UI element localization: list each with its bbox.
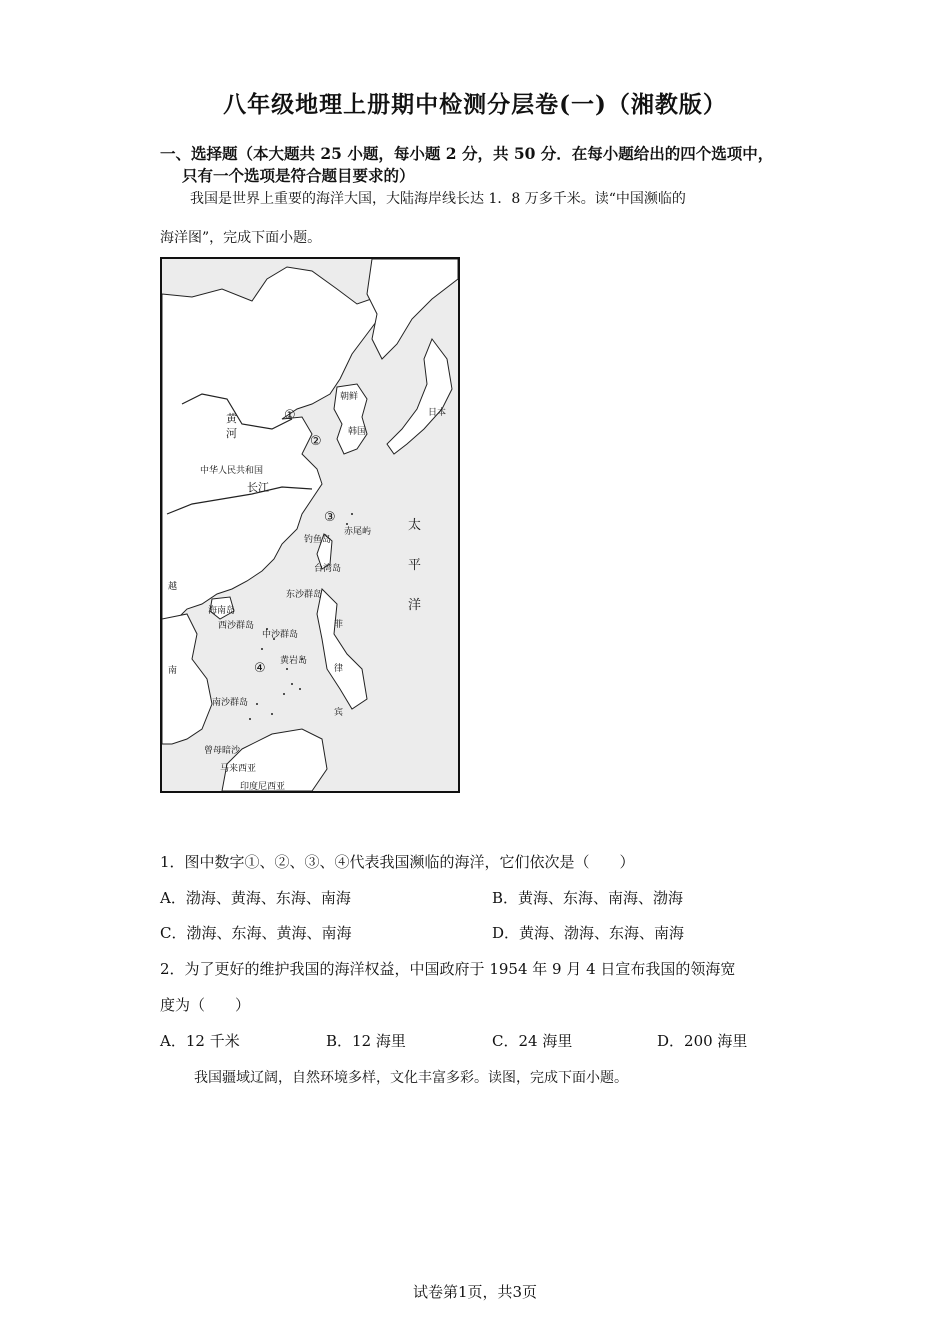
map-label-yang: 洋: [408, 598, 422, 613]
map-label-nan: 南: [168, 666, 178, 676]
map-label-zhongsha: 中沙群岛: [262, 630, 299, 640]
map-label-ping: 平: [408, 558, 422, 573]
map-label-xisha: 西沙群岛: [218, 621, 255, 631]
map-label-riben: 日本: [428, 408, 447, 418]
map-marker-2: ②: [310, 434, 322, 449]
section-heading-line1: 一、选择题（本大题共 25 小题，每小题 2 分，共 50 分．在每小题给出的四个选项中，: [160, 144, 774, 163]
russia-shape: [367, 259, 458, 359]
question-2-stem-line2: 度为（ ）: [160, 996, 251, 1014]
map-label-chiwei: 赤尾屿: [344, 527, 372, 537]
map-label-yue: 越: [168, 582, 178, 592]
map-label-prc: 中华人民共和国: [200, 466, 264, 476]
question-2-option-b: B．12 海里: [326, 1032, 406, 1050]
map-label-nansha: 南沙群岛: [212, 698, 249, 708]
map-marker-3: ③: [324, 510, 336, 525]
map-marker-1: ①: [284, 408, 296, 423]
section-heading: [160, 143, 810, 187]
map-label-he: 河: [226, 427, 237, 440]
question-1-option-d: D．黄海、渤海、东海、南海: [492, 924, 685, 942]
china-seas-map: [160, 257, 460, 793]
map-label-taiwan: 台湾岛: [314, 564, 342, 574]
map-label-yinni: 印度尼西亚: [240, 782, 286, 791]
map-label-huangyan: 黄岩岛: [280, 656, 308, 666]
map-label-fei: 菲: [334, 620, 344, 630]
map-label-zengmu: 曾母暗沙: [204, 746, 241, 756]
map-label-dongsha: 东沙群岛: [286, 590, 323, 600]
intro-paragraph-2: 我国疆域辽阔，自然环境多样，文化丰富多彩。读图，完成下面小题。: [194, 1070, 628, 1086]
map-label-lv: 律: [334, 664, 344, 674]
intro-paragraph-line2: 海洋图”，完成下面小题。: [160, 230, 322, 246]
question-2-option-a: A．12 千米: [160, 1032, 240, 1050]
map-label-tai: 太: [408, 518, 422, 533]
section-heading-line2: 只有一个选项是符合题目要求的）: [182, 166, 415, 185]
philippines-shape: [317, 589, 367, 709]
question-1-stem: 1．图中数字①、②、③、④代表我国濒临的海洋，它们依次是（ ）: [160, 853, 635, 871]
map-label-malai: 马来西亚: [220, 764, 257, 774]
japan-shape: [387, 339, 452, 454]
question-2-stem-line1: 2．为了更好的维护我国的海洋权益，中国政府于 1954 年 9 月 4 日宣布我国的领海宽: [160, 960, 736, 978]
page-footer: 试卷第1页，共3页: [412, 1283, 538, 1301]
page-title: 八年级地理上册期中检测分层卷(一)（湘教版）: [223, 91, 727, 118]
map-label-bin: 宾: [334, 708, 344, 718]
question-1-option-a: A．渤海、黄海、东海、南海: [160, 889, 351, 907]
question-2-option-c: C．24 海里: [492, 1032, 573, 1050]
map-label-hanguo: 韩国: [348, 427, 367, 437]
question-2-option-d: D．200 海里: [657, 1032, 748, 1050]
map-marker-4: ④: [254, 661, 266, 676]
question-1-option-b: B．黄海、东海、南海、渤海: [492, 889, 684, 907]
map-label-changjiang: 长江: [247, 481, 269, 494]
question-1-option-c: C．渤海、东海、黄海、南海: [160, 924, 352, 942]
map-label-chaoxian: 朝鲜: [340, 392, 359, 402]
map-label-huang: 黄: [226, 412, 237, 425]
map-label-diaoyu: 钓鱼岛: [304, 535, 332, 545]
map-label-hainan: 海南岛: [208, 606, 236, 616]
intro-paragraph-line1: 我国是世界上重要的海洋大国，大陆海岸线长达 1．8 万多千米。读“中国濒临的: [190, 191, 686, 207]
indochina-shape: [162, 614, 212, 744]
